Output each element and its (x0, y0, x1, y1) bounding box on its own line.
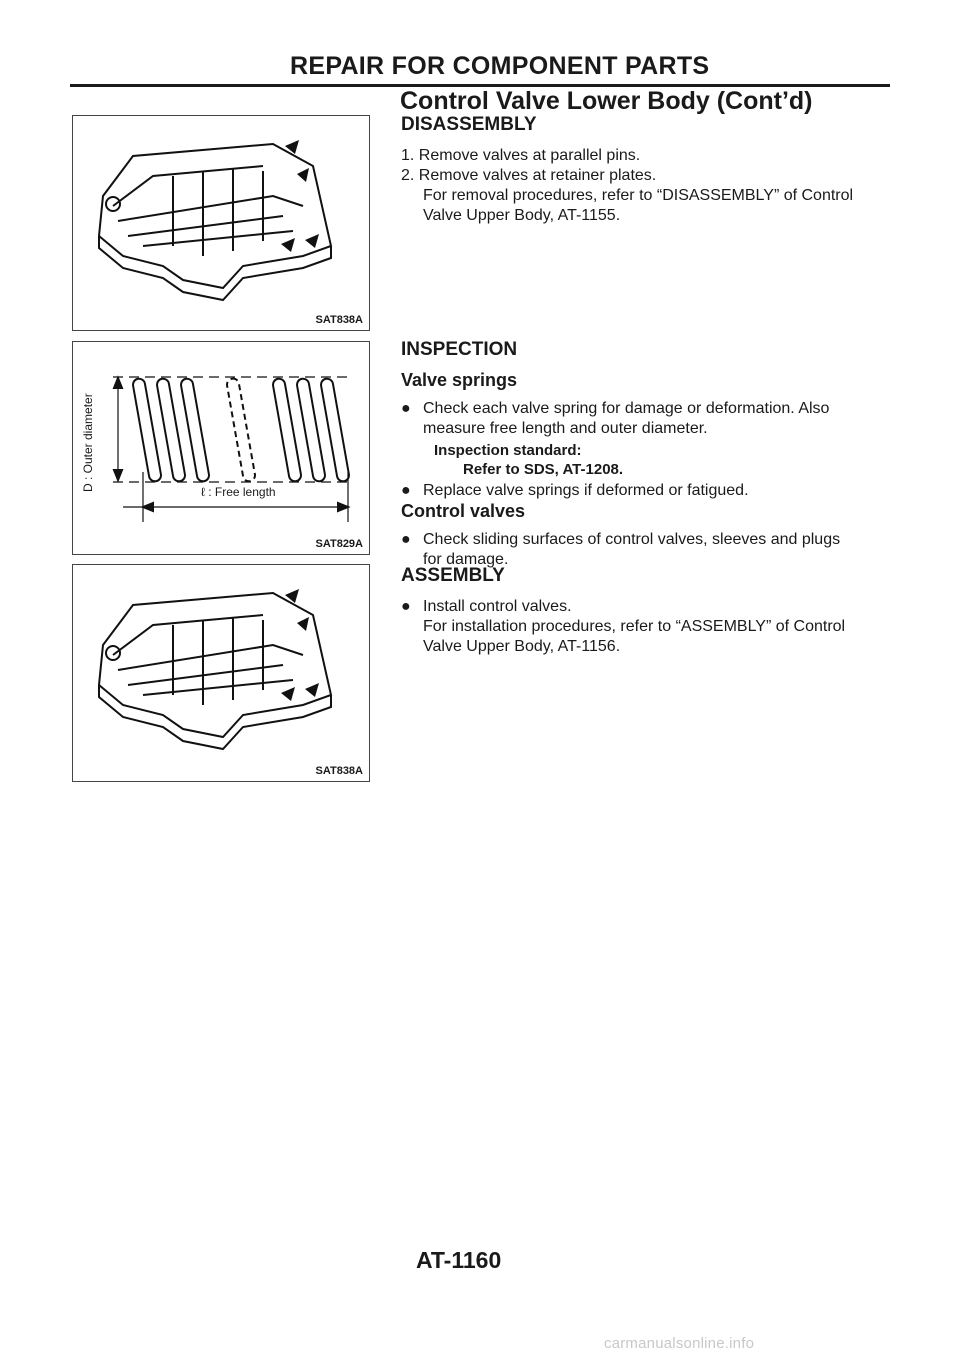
bullet-icon: ● (401, 400, 411, 417)
label-free-length: ℓ : Free length (201, 485, 276, 499)
bullet-icon: ● (401, 482, 411, 499)
watermark[interactable]: carmanualsonline.info (604, 1335, 755, 1352)
figure-valve-spring (72, 341, 370, 555)
subheading-valve-springs: Valve springs (401, 370, 518, 390)
heading-assembly: ASSEMBLY (401, 565, 505, 586)
heading-disassembly: DISASSEMBLY (401, 114, 537, 135)
disassembly-steps (401, 146, 891, 226)
bullet-text-line-1: Check each valve spring for damage or deformation. Also (423, 400, 830, 417)
list-item (401, 399, 891, 439)
bullet-text-line-2: For installation procedures, refer to “ASSEMBLY” of Control (423, 618, 846, 635)
bullet-icon: ● (401, 531, 411, 548)
label-outer-diameter: D : Outer diameter (81, 393, 95, 492)
inspection-standard-label: Inspection standard: (434, 442, 582, 459)
bullet-text-line-1: Install control valves. (423, 598, 572, 615)
heading-inspection: INSPECTION (401, 339, 518, 360)
figure-valve-body-1 (72, 115, 370, 331)
bullet-text-line-2: measure free length and outer diameter. (423, 420, 708, 437)
step-2: 2. Remove valves at retainer plates. (401, 167, 657, 184)
section-title: REPAIR FOR COMPONENT PARTS (290, 52, 710, 80)
list-item (401, 530, 891, 570)
page-subtitle: Control Valve Lower Body (Cont’d) (400, 87, 813, 115)
bullet-text-line-1: Check sliding surfaces of control valves, sleeves and plugs (423, 531, 841, 548)
valve-body-drawing (73, 116, 369, 330)
step-2-note-line-1: For removal procedures, refer to “DISASSEMBLY” of Control (423, 187, 854, 204)
step-2-note-line-2: Valve Upper Body, AT-1155. (423, 207, 621, 224)
figure-code: SAT838A (315, 765, 363, 777)
bullet-icon: ● (401, 598, 411, 615)
page-number: AT-1160 (416, 1247, 502, 1273)
bullet-text-line-2: for damage. (423, 551, 509, 568)
valve-body-drawing (73, 565, 369, 781)
subheading-control-valves: Control valves (401, 501, 526, 521)
list-item (401, 481, 891, 501)
figure-code: SAT829A (315, 538, 363, 550)
bullet-text: Replace valve springs if deformed or fatigued. (423, 482, 749, 499)
step-1: 1. Remove valves at parallel pins. (401, 147, 641, 164)
figure-code: SAT838A (315, 314, 363, 326)
spring-diagram (73, 342, 369, 554)
figure-valve-body-2 (72, 564, 370, 782)
bullet-text-line-3: Valve Upper Body, AT-1156. (423, 638, 621, 655)
inspection-standard-value: Refer to SDS, AT-1208. (463, 461, 624, 478)
list-item (401, 597, 891, 657)
